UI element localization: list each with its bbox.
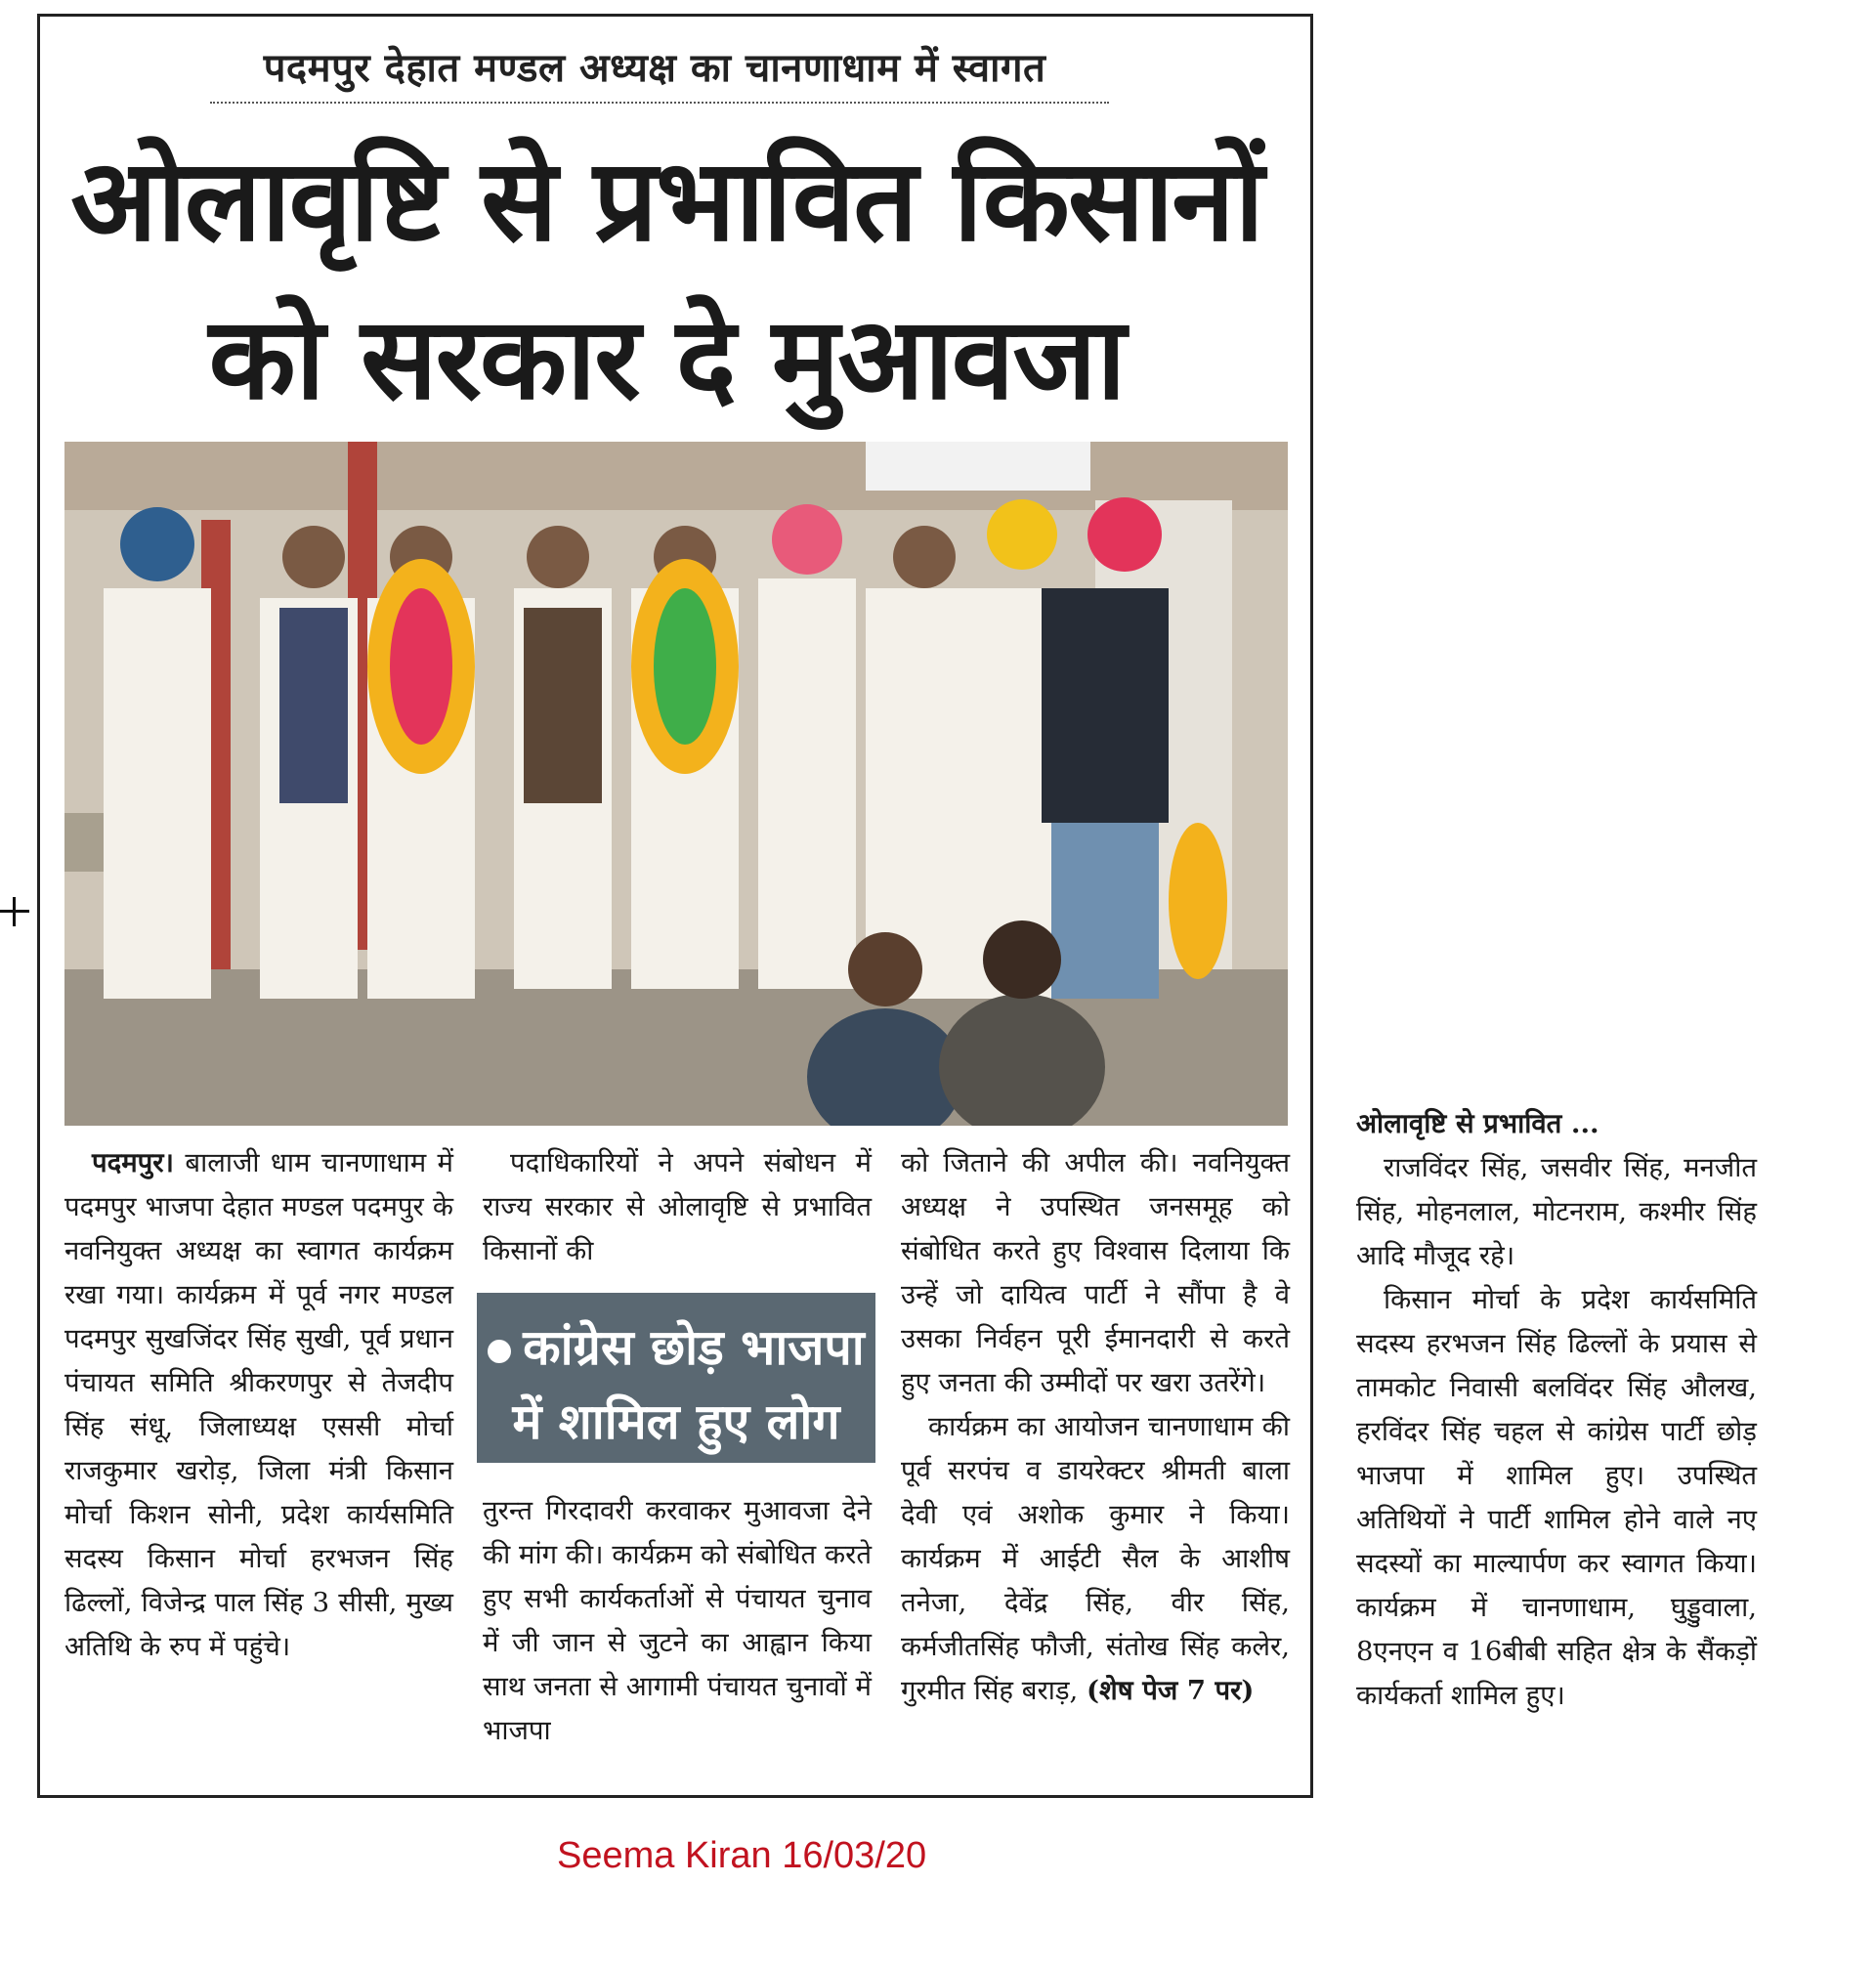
clipping-signature: Seema Kiran 16/03/20 xyxy=(557,1835,927,1876)
bullet-icon xyxy=(488,1340,511,1363)
callout-line-1 xyxy=(477,1312,875,1379)
kicker-divider xyxy=(210,102,1109,104)
article-kicker: पदमपुर देहात मण्डल अध्यक्ष का चानणाधाम में स्वागत xyxy=(263,46,1046,91)
headline-line-2: को सरकार दे मुआवजा xyxy=(208,293,1125,425)
column-2-bottom-text: तुरन्त गिरदावरी करवाकर मुआवजा देने की मांग की। कार्यक्रम को संबोधित करते हुए सभी कार्यकर्ताओं से पंचायत चुनाव में जी जान से जुटने का आह्वान किया साथ जनता से आगामी पंचायत चुनावों में भाजपा xyxy=(483,1495,872,1746)
column-1-text: बालाजी धाम चानणाधाम में पदमपुर भाजपा देहात मण्डल पदमपुर के नवनियुक्त अध्यक्ष का स्वागत कार्यक्रम रखा गया। कार्यक्रम में पूर्व नगर मण्डल पदमपुर सुखजिंदर सिंह सुखी, पूर्व प्रधान पंचायत समिति श्रीकरणपुर से तेजदीप सिंह संधू, जिलाध्यक्ष एससी मोर्चा राजकुमार खरोड़, जिला मंत्री किसान मोर्चा किशन सोनी, प्रदेश कार्यसमिति सदस्य किसान मोर्चा हरभजन सिंह ढिल्लों, विजेन्द्र पाल सिंह 3 सीसी, मुख्य अतिथि के रुप में पहुंचे। xyxy=(64,1147,453,1662)
callout-line-1-text: कांग्रेस छोड़ भाजपा xyxy=(523,1319,865,1376)
article-column-1 xyxy=(64,1141,453,1669)
article-column-2-top xyxy=(483,1141,872,1273)
column-2-top-text: पदाधिकारियों ने अपने संबोधन में राज्य सरकार से ओलावृष्टि से प्रभावित किसानों की xyxy=(483,1147,872,1266)
jump-paragraph-1: राजविंदर सिंह, जसवीर सिंह, मनजीत सिंह, मोहनलाल, मोटनराम, कश्मीर सिंह आदि मौजूद रहे। xyxy=(1356,1152,1757,1271)
crop-registration-mark xyxy=(0,897,29,926)
callout-box xyxy=(477,1293,875,1463)
jump-column xyxy=(1356,1102,1757,1718)
article-column-2-bottom xyxy=(483,1489,872,1753)
column-3-paragraph-2: कार्यक्रम का आयोजन चानणाधाम की पूर्व सरपंच व डायरेक्टर श्रीमती बाला देवी एवं अशोक कुमार ने किया। कार्यक्रम में आईटी सैल के आशीष तनेजा, देवेंद्र सिंह, वीर सिंह, कर्मजीतसिंह फौजी, संतोख सिंह कलेर, गुरमीत सिंह बराड़, xyxy=(901,1411,1290,1706)
jump-title: ओलावृष्टि से प्रभावित ... xyxy=(1356,1108,1599,1139)
group-photo-illustration xyxy=(64,442,1288,1126)
jump-paragraph-2: किसान मोर्चा के प्रदेश कार्यसमिति सदस्य हरभजन सिंह ढिल्लों के प्रयास से तामकोट निवासी बलविंदर सिंह औलख, हरविंदर सिंह चहल से कांग्रेस पार्टी छोड़ भाजपा में शामिल हुए। उपस्थित अतिथियों ने पार्टी शामिल होने वाले नए सदस्यों का माल्यार्पण कर स्वागत किया। कार्यक्रम में चानणाधाम, घुड्डुवाला, 8एनएन व 16बीबी सहित क्षेत्र के सैंकड़ों कार्यकर्ता शामिल हुए। xyxy=(1356,1284,1757,1711)
dateline: पदमपुर। xyxy=(92,1147,174,1178)
news-photo xyxy=(64,442,1288,1126)
column-3-paragraph-1: को जिताने की अपील की। नवनियुक्त अध्यक्ष ने उपस्थित जनसमूह को संबोधित करते हुए विश्वास दिलाया कि उन्हें जो दायित्व पार्टी ने सौंपा है वे उसका निर्वहन पूरी ईमानदारी से करते हुए जनता की उम्मीदों पर खरा उतरेंगे। xyxy=(901,1147,1290,1398)
article-column-3 xyxy=(901,1141,1290,1713)
callout-line-2: में शामिल हुए लोग xyxy=(512,1393,840,1450)
headline-line-1: ओलावृष्टि से प्रभावित किसानों xyxy=(70,135,1262,267)
continued-notice: (शेष पेज 7 पर) xyxy=(1087,1675,1255,1706)
